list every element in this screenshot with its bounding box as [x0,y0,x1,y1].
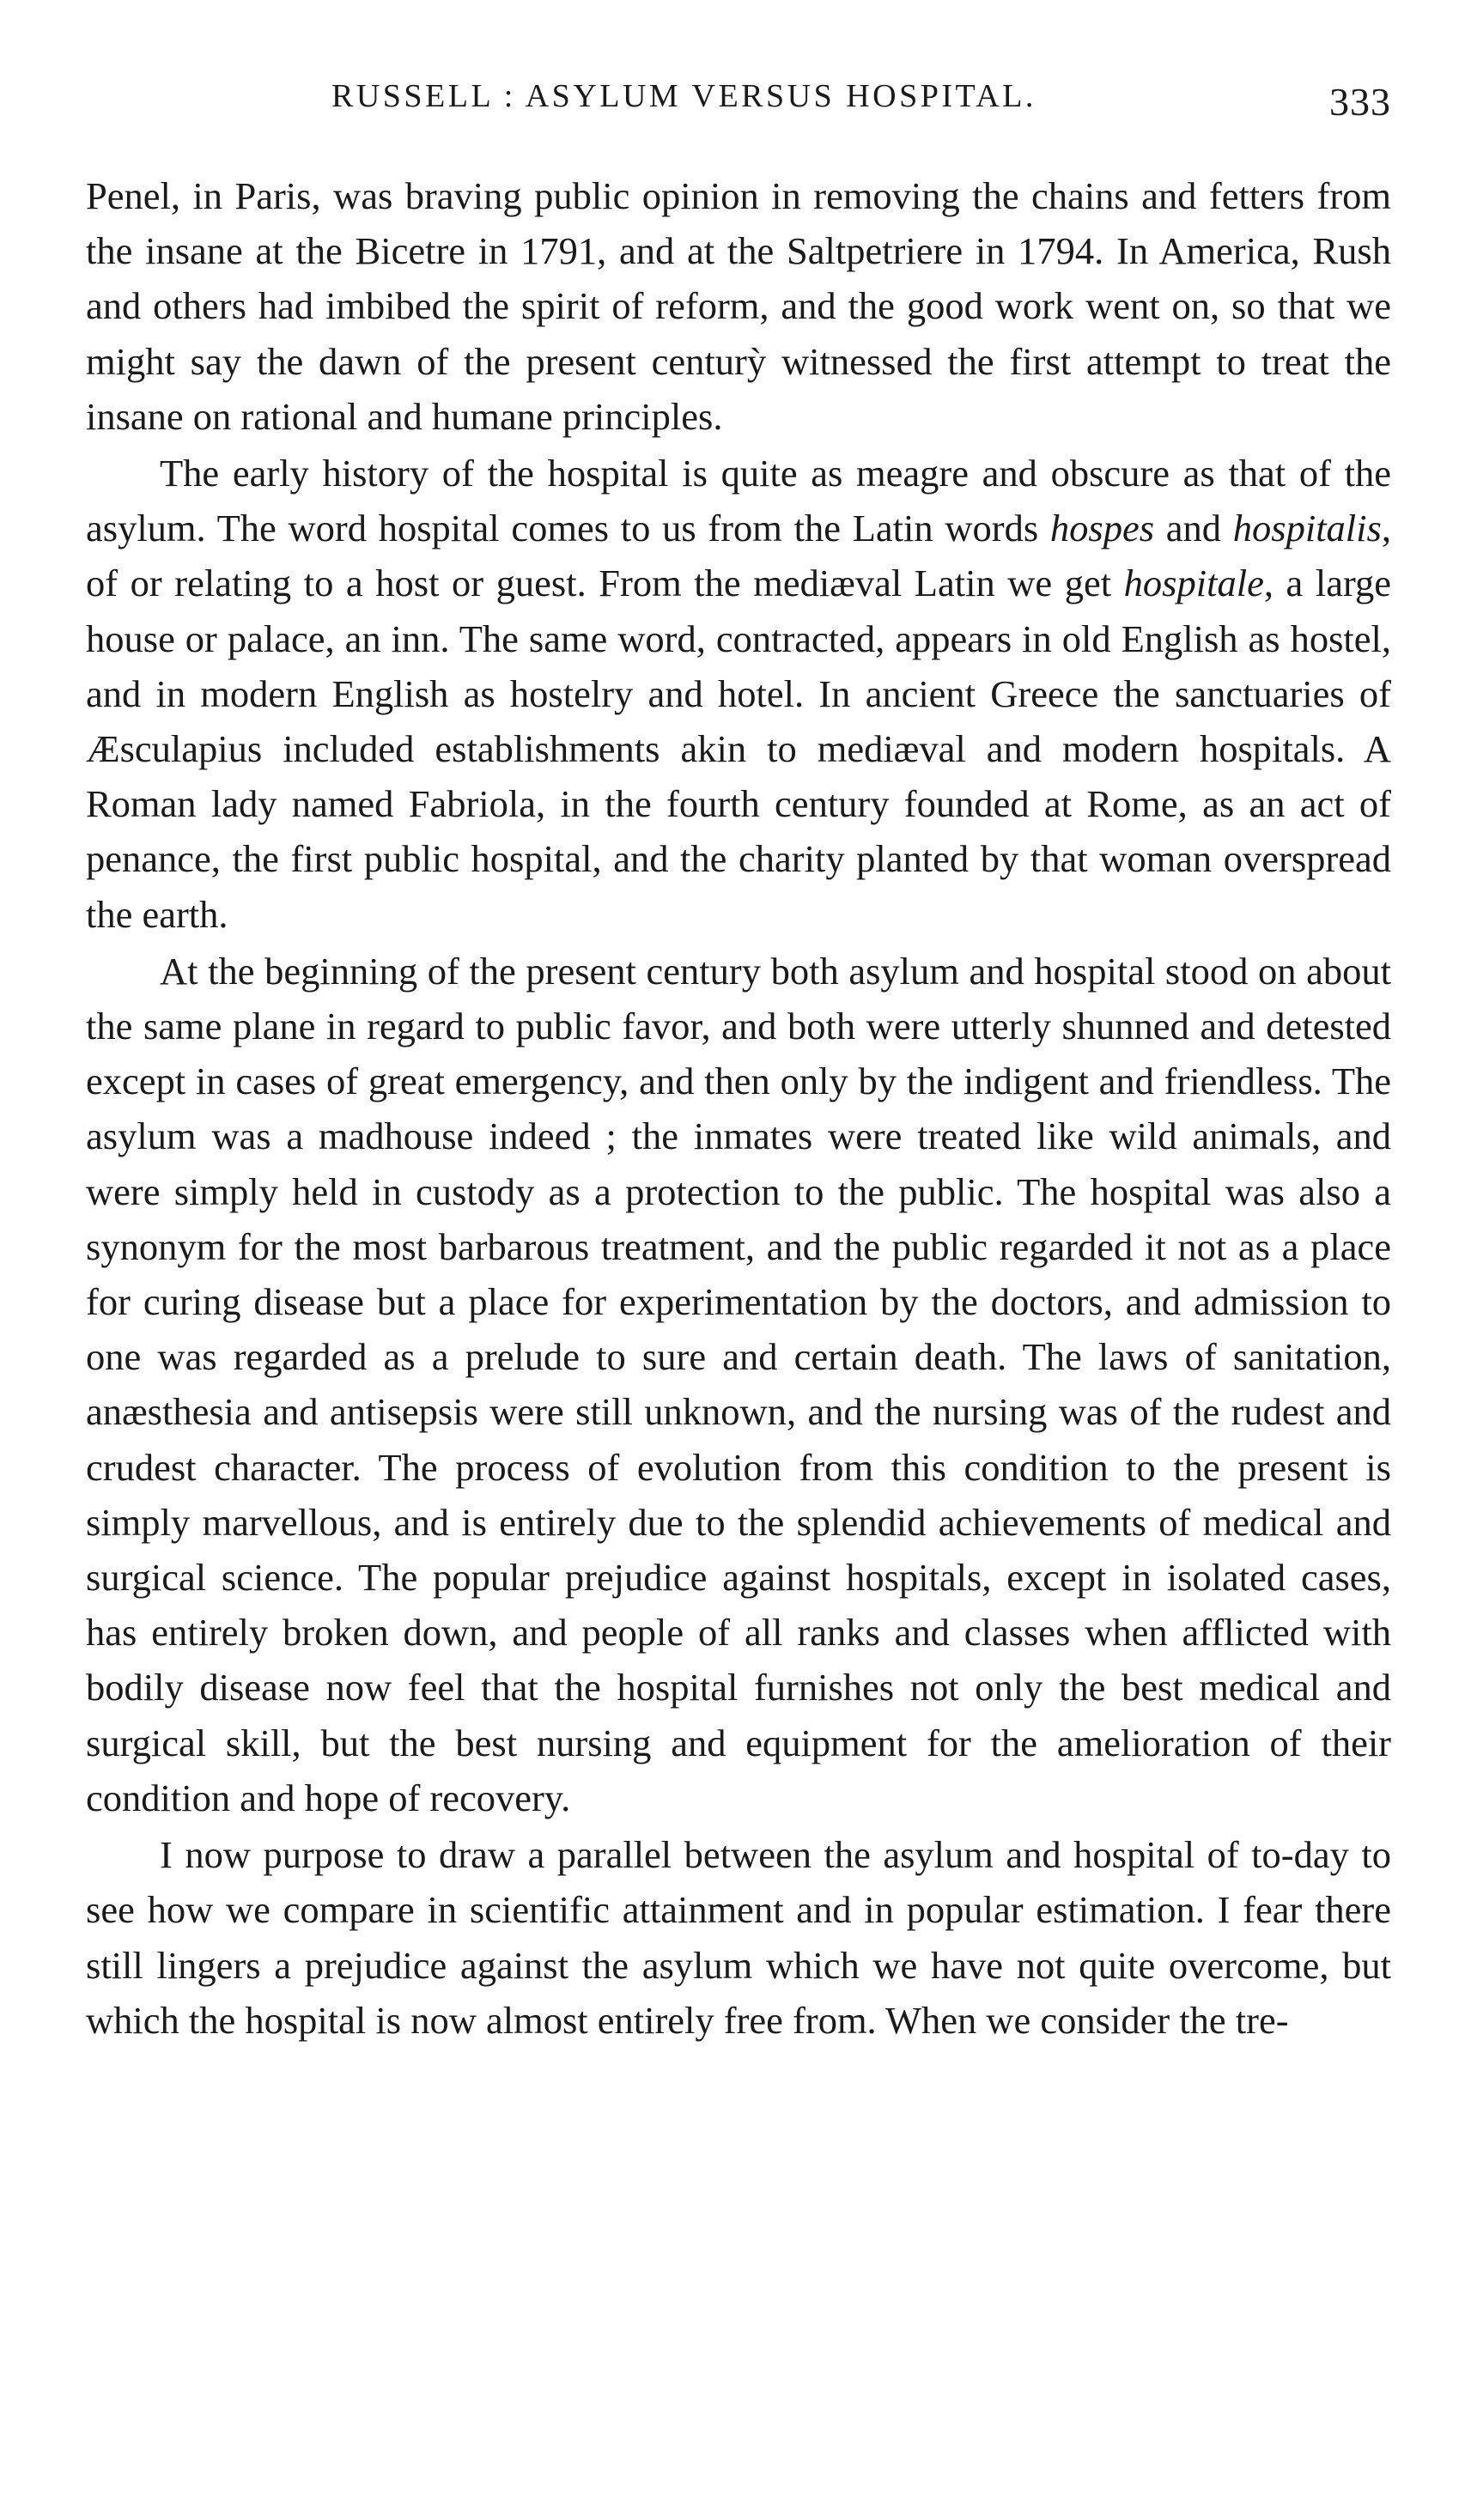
body-text [86,168,1391,2048]
paragraph-3-text: At the beginning of the present century both asylum and hospital stood on about the same plane in regard to public favor, and both were utterly shunned and detested except in cases of great emergency, and then only by the indigent and friendless. The asylum was a madhouse indeed ; the inmates were treated like wild animals, and were simply held in custody as a protection to the public. The hospital was also a synonym for the most barbarous treatment, and the public regarded it not as a place for curing disease but a place for experimentation by the doctors, and admission to one was regarded as a prelude to sure and certain death. The laws of sanitation, anæsthesia and antisepsis were still unknown, and the nursing was of the rudest and crudest character. The process of evolution from this condition to the present is simply marvellous, and is entirely due to the splendid achievements of medical and surgical science. The popular prejudice against hospitals, except in isolated cases, has entirely broken down, and people of all ranks and classes when afflicted with bodily disease now feel that the hospital furnishes not only the best medical and surgical skill, but the best nursing and equipment for the amelioration of their condition and hope of recovery. [86,949,1391,1819]
latin-term-hospes: hospes [1049,507,1155,550]
paragraph-4-text: I now purpose to draw a parallel between the asylum and hospital of to-day to see how we compare in scientific attainment and in popular estimation. I fear there still lingers a prejudice against the asylum which we have not quite overcome, but which the hospital is now almost entirely free from. When we consider the tre- [86,1833,1391,2042]
paragraph-2-text-b: and [1154,507,1233,550]
paragraph-2-text-a: The early history of the hospital is quite as meagre and obscure as that of the asylum. The word hospital comes to us from the Latin words [86,452,1391,550]
running-title: RUSSELL : ASYLUM VERSUS HOSPITAL. [331,78,1036,114]
paragraph-2 [86,446,1391,942]
paragraph-1-text: Penel, in Paris, was braving public opinion in removing the chains and fetters from the insane at the Bicetre in 1791, and at the Saltpetriere in 1794. In America, Rush and others had imbibed the spirit of reform, and the good work went on, so that we might say the dawn of the present centurỳ witnessed the first attempt to treat the insane on rational and humane principles. [86,174,1391,438]
paragraph-4 [86,1827,1391,2048]
paragraph-1 [86,168,1391,444]
latin-term-hospitale: hospitale [1123,562,1264,605]
paragraph-2-text-c: , of or relating to a host or guest. From the mediæval Latin we get [86,507,1391,605]
paragraph-2-text-d: , a large house or palace, an inn. The same word, contracted, appears in old English as hostel, and in modern English as hostelry and hotel. In ancient Greece the sanctuaries of Æsculapius included establishments akin to mediæval and modern hospitals. A Roman lady named Fabriola, in the fourth century founded at Rome, as an act of penance, the first public hospital, and the charity planted by that woman overspread the earth. [86,562,1391,936]
paragraph-3 [86,944,1391,1825]
page-number: 333 [1329,80,1391,124]
running-head [86,67,1391,127]
latin-term-hospitalis: hospitalis [1232,507,1382,550]
